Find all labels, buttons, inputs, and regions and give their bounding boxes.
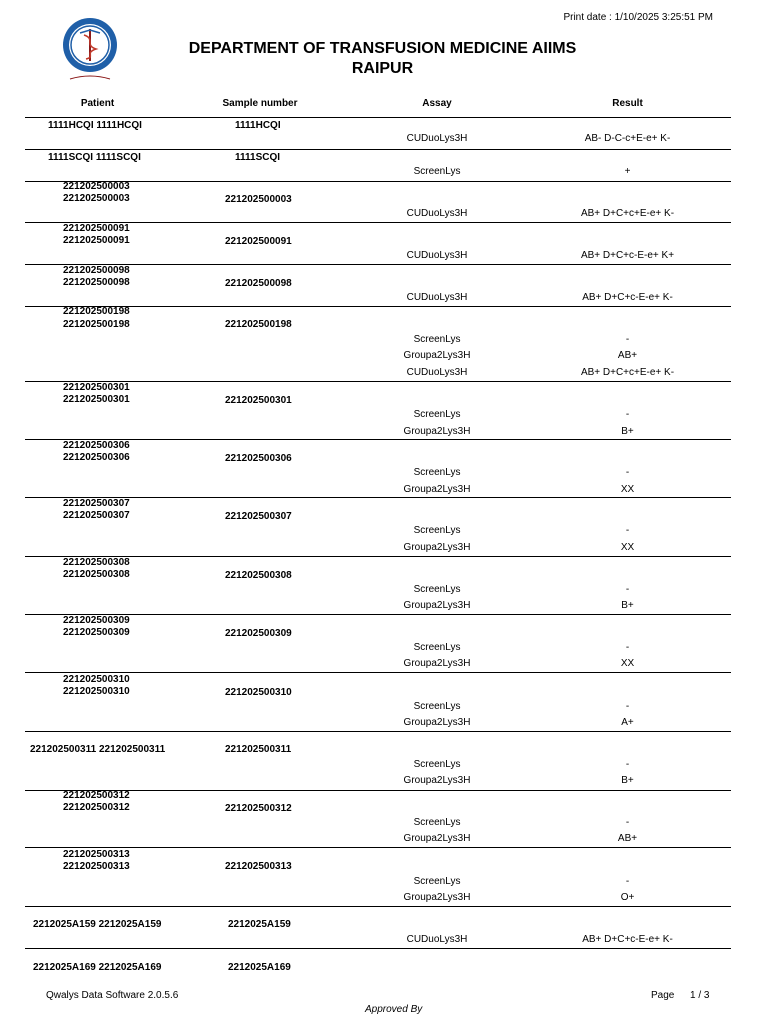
record-divider: [25, 906, 731, 907]
assay-result: -: [625, 584, 630, 595]
sample-number: 1111SCQI: [235, 152, 281, 163]
aiims-emblem-icon: [60, 17, 120, 81]
record-divider: [25, 181, 731, 182]
patient-id: 221202500003: [63, 181, 130, 192]
assay-result: -: [625, 334, 630, 345]
assay-result: -: [625, 409, 630, 420]
print-date: Print date : 1/10/2025 3:25:51 PM: [563, 12, 713, 23]
assay-result: XX: [620, 542, 635, 553]
patient-id: 221202500091: [63, 235, 130, 246]
assay-name: Groupa2Lys3H: [403, 542, 471, 553]
assay-name: ScreenLys: [413, 409, 461, 420]
sample-number: 221202500098: [225, 278, 292, 289]
assay-name: ScreenLys: [413, 701, 461, 712]
assay-name: ScreenLys: [413, 817, 461, 828]
assay-name: CUDuoLys3H: [406, 133, 468, 144]
sample-number: 221202500311: [225, 744, 292, 755]
record-divider: [25, 149, 731, 150]
approved-by: Approved By: [365, 1004, 423, 1015]
assay-name: Groupa2Lys3H: [403, 426, 471, 437]
assay-name: Groupa2Lys3H: [403, 833, 471, 844]
patient-id: 221202500003: [63, 193, 130, 204]
sample-number: 221202500310: [225, 687, 292, 698]
patient-id: 221202500313: [63, 849, 130, 860]
assay-result: -: [625, 876, 630, 887]
assay-name: ScreenLys: [413, 876, 461, 887]
patient-id: 221202500307: [63, 510, 130, 521]
patient-id: 221202500098: [63, 265, 130, 276]
patient-id: 221202500198: [63, 319, 130, 330]
assay-name: ScreenLys: [413, 759, 461, 770]
assay-result: AB+ D+C+c-E-e+ K+: [580, 250, 675, 261]
sample-number: 221202500313: [225, 861, 292, 872]
patient-id: 221202500308: [63, 569, 130, 580]
patient-id: 221202500311 221202500311: [30, 744, 166, 755]
column-header-sample-number: Sample number: [222, 98, 298, 109]
patient-id: 2212025A159 2212025A159: [33, 919, 162, 930]
patient-id: 221202500301: [63, 394, 130, 405]
patient-id: 221202500310: [63, 686, 130, 697]
record-divider: [25, 264, 731, 265]
assay-name: Groupa2Lys3H: [403, 892, 471, 903]
patient-id: 1111HCQI 1111HCQI: [48, 120, 142, 131]
software-version: Qwalys Data Software 2.0.5.6: [46, 990, 179, 1001]
sample-number: 2212025A159: [228, 919, 291, 930]
assay-result: -: [625, 701, 630, 712]
patient-id: 221202500306: [63, 452, 130, 463]
column-header-assay: Assay: [422, 98, 452, 109]
patient-id: 221202500310: [63, 674, 130, 685]
sample-number: 221202500306: [225, 453, 292, 464]
assay-name: Groupa2Lys3H: [403, 484, 471, 495]
patient-id: 221202500309: [63, 615, 130, 626]
patient-id: 221202500312: [63, 790, 130, 801]
assay-name: CUDuoLys3H: [406, 208, 468, 219]
assay-name: ScreenLys: [413, 642, 461, 653]
sample-number: 221202500307: [225, 511, 292, 522]
assay-result: B+: [621, 600, 634, 611]
assay-result: +: [624, 166, 631, 177]
record-divider: [25, 556, 731, 557]
patient-id: 221202500308: [63, 557, 130, 568]
record-divider: [25, 439, 731, 440]
sample-number: 221202500003: [225, 194, 292, 205]
assay-result: -: [625, 759, 630, 770]
record-divider: [25, 790, 731, 791]
patient-id: 1111SCQI 1111SCQI: [48, 152, 141, 163]
record-divider: [25, 948, 731, 949]
sample-number: 221202500198: [225, 319, 292, 330]
record-divider: [25, 306, 731, 307]
assay-result: -: [625, 525, 630, 536]
assay-name: ScreenLys: [413, 467, 461, 478]
sample-number: 221202500308: [225, 570, 292, 581]
patient-id: 221202500198: [63, 306, 130, 317]
assay-result: AB+ D+C+c+E-e+ K-: [580, 367, 675, 378]
assay-result: B+: [621, 775, 634, 786]
assay-result: A+: [621, 717, 634, 728]
assay-result: B+: [621, 426, 634, 437]
assay-result: -: [625, 467, 630, 478]
assay-result: AB+ D+C+c-E-e+ K-: [582, 292, 673, 303]
page-number: 1 / 3: [690, 990, 710, 1001]
assay-name: ScreenLys: [413, 525, 461, 536]
record-divider: [25, 672, 731, 673]
assay-result: XX: [620, 658, 635, 669]
sample-number: 221202500301: [225, 395, 292, 406]
page-label: Page: [651, 990, 675, 1001]
patient-id: 221202500313: [63, 861, 130, 872]
patient-id: 221202500306: [63, 440, 130, 451]
sample-number: 1111HCQI: [235, 120, 281, 131]
title-line-1: DEPARTMENT OF TRANSFUSION MEDICINE AIIMS: [188, 40, 577, 57]
assay-result: AB+: [617, 350, 638, 361]
assay-result: AB+: [617, 833, 638, 844]
page-title: [150, 39, 615, 79]
assay-result: AB- D-C-c+E-e+ K-: [584, 133, 671, 144]
assay-name: Groupa2Lys3H: [403, 600, 471, 611]
assay-name: ScreenLys: [413, 166, 461, 177]
assay-result: -: [625, 817, 630, 828]
record-divider: [25, 614, 731, 615]
assay-result: AB+ D+C+c+E-e+ K-: [580, 208, 675, 219]
patient-id: 221202500091: [63, 223, 130, 234]
record-divider: [25, 381, 731, 382]
column-header-result: Result: [612, 98, 643, 109]
patient-id: 221202500309: [63, 627, 130, 638]
title-line-2: RAIPUR: [351, 60, 414, 77]
patient-id: 221202500098: [63, 277, 130, 288]
assay-result: XX: [620, 484, 635, 495]
record-divider: [25, 222, 731, 223]
record-divider: [25, 847, 731, 848]
assay-name: Groupa2Lys3H: [403, 658, 471, 669]
assay-name: ScreenLys: [413, 584, 461, 595]
column-header-patient: Patient: [80, 98, 115, 109]
assay-name: CUDuoLys3H: [406, 934, 468, 945]
patient-id: 221202500301: [63, 382, 130, 393]
header-divider: [25, 117, 731, 118]
patient-id: 2212025A169 2212025A169: [33, 962, 162, 973]
assay-name: Groupa2Lys3H: [403, 350, 471, 361]
assay-result: -: [625, 642, 630, 653]
record-divider: [25, 731, 731, 732]
assay-result: AB+ D+C+c-E-e+ K-: [582, 934, 673, 945]
assay-name: Groupa2Lys3H: [403, 775, 471, 786]
assay-name: ScreenLys: [413, 334, 461, 345]
assay-result: O+: [620, 892, 635, 903]
sample-number: 2212025A169: [228, 962, 291, 973]
assay-name: Groupa2Lys3H: [403, 717, 471, 728]
assay-name: CUDuoLys3H: [406, 292, 468, 303]
sample-number: 221202500309: [225, 628, 292, 639]
sample-number: 221202500091: [225, 236, 292, 247]
assay-name: CUDuoLys3H: [406, 367, 468, 378]
record-divider: [25, 497, 731, 498]
sample-number: 221202500312: [225, 803, 292, 814]
patient-id: 221202500312: [63, 802, 130, 813]
assay-name: CUDuoLys3H: [406, 250, 468, 261]
patient-id: 221202500307: [63, 498, 130, 509]
